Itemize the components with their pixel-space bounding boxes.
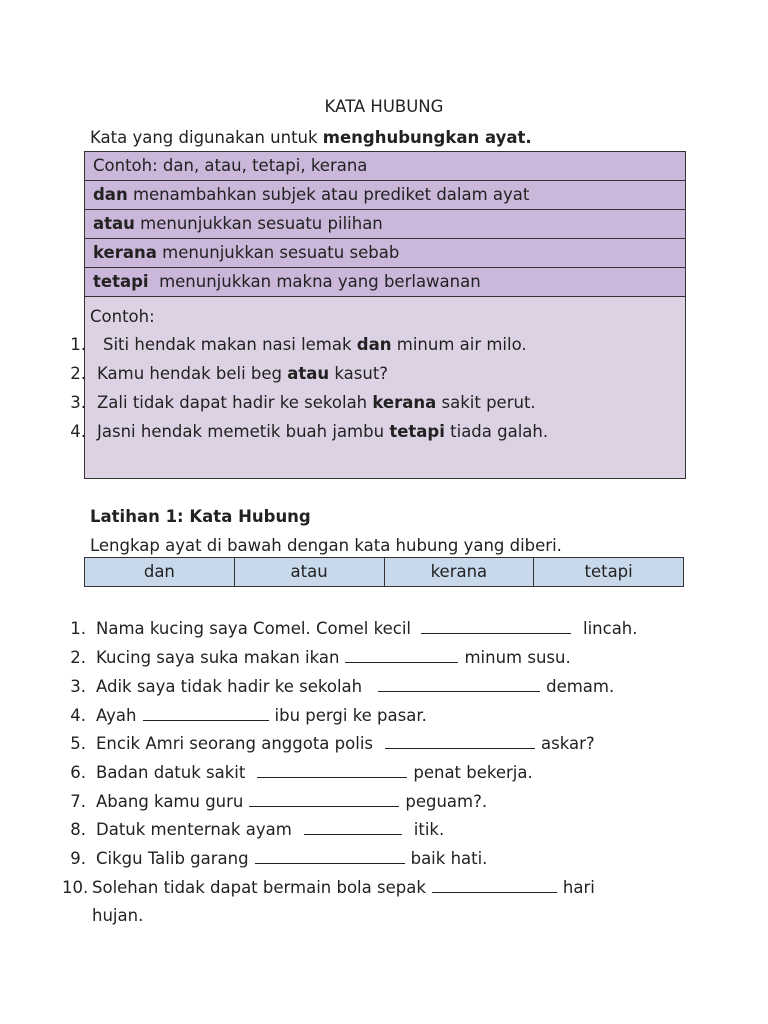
- answer-blank[interactable]: [432, 878, 557, 893]
- example-sentence: [97, 422, 548, 442]
- question-text: baik hati.: [410, 849, 488, 868]
- question-text: Datuk menternak ayam: [96, 820, 292, 839]
- definition-row: [85, 152, 685, 181]
- definition-row: [85, 210, 685, 239]
- definition-keyword: kerana: [93, 243, 157, 262]
- answer-blank[interactable]: [257, 763, 407, 778]
- word-choice: tetapi: [584, 562, 633, 581]
- question-number: 5.: [70, 734, 86, 753]
- definition-row: [85, 239, 685, 268]
- question-text: Cikgu Talib garang: [96, 849, 249, 868]
- word-choice: dan: [85, 558, 235, 586]
- example-text: Kamu hendak beli beg: [97, 364, 288, 383]
- intro-line: [90, 128, 532, 148]
- answer-blank[interactable]: [378, 677, 540, 692]
- definition-row: [85, 268, 685, 297]
- question-text: peguam?.: [405, 792, 488, 811]
- question-number: 7.: [70, 792, 86, 811]
- word-choices-table: [84, 557, 684, 587]
- examples-label: Contoh:: [90, 307, 155, 326]
- definition-keyword: dan: [93, 185, 128, 204]
- example-text: Siti hendak makan nasi lemak: [103, 335, 357, 354]
- definition-text: menambahkan subjek atau prediket dalam ayat: [132, 185, 530, 204]
- question-text: askar?: [541, 734, 595, 753]
- example-number: 2.: [70, 364, 86, 383]
- example-text: tiada galah.: [444, 422, 549, 441]
- word-choice: atau: [235, 558, 385, 586]
- example-number: 3.: [70, 393, 86, 412]
- example-number: 4.: [70, 422, 86, 441]
- question-number: 4.: [70, 706, 86, 725]
- example-sentence: [97, 364, 388, 384]
- answer-blank[interactable]: [249, 792, 399, 807]
- answer-blank[interactable]: [345, 648, 458, 663]
- question-text: Solehan tidak dapat bermain bola sepak: [92, 878, 426, 897]
- example-sentence: [103, 335, 527, 355]
- definition-keyword: tetapi: [93, 272, 149, 291]
- question-number: 2.: [70, 648, 86, 667]
- question-number: 8.: [70, 820, 86, 839]
- question-text: Badan datuk sakit: [96, 763, 246, 782]
- question-text: hari: [562, 878, 595, 897]
- question-sentence: [96, 763, 533, 783]
- question-number: 3.: [70, 677, 86, 696]
- page-title: KATA HUBUNG: [324, 97, 444, 116]
- question-text: itik.: [413, 820, 445, 839]
- question-sentence: [96, 734, 595, 754]
- answer-blank[interactable]: [385, 734, 535, 749]
- example-keyword: atau: [287, 364, 330, 383]
- example-keyword: kerana: [372, 393, 437, 412]
- question-text: demam.: [546, 677, 615, 696]
- examples-area: [85, 297, 685, 478]
- definition-text: menunjukkan sesuatu sebab: [162, 243, 400, 262]
- question-sentence: [96, 849, 487, 869]
- question-sentence: [96, 792, 487, 812]
- answer-blank[interactable]: [421, 619, 571, 634]
- definition-text: menunjukkan sesuatu pilihan: [140, 214, 383, 233]
- question-sentence: [96, 648, 571, 668]
- question-number: 9.: [70, 849, 86, 868]
- question-sentence: [96, 706, 427, 726]
- question-text: ibu pergi ke pasar.: [274, 706, 427, 725]
- answer-blank[interactable]: [304, 820, 402, 835]
- example-sentence: [97, 393, 536, 413]
- example-number: 1.: [70, 335, 86, 354]
- exercise-instruction: Lengkap ayat di bawah dengan kata hubung yang diberi.: [90, 536, 562, 555]
- question-number: 10.: [62, 878, 89, 897]
- example-text: Zali tidak dapat hadir ke sekolah: [97, 393, 373, 412]
- definition-text: Contoh: dan, atau, tetapi, kerana: [93, 156, 368, 175]
- example-keyword: dan: [356, 335, 392, 354]
- intro-text: Kata yang digunakan untuk: [90, 128, 323, 147]
- question-sentence: [96, 677, 614, 697]
- question-text: Adik saya tidak hadir ke sekolah: [96, 677, 363, 696]
- question-text: Encik Amri seorang anggota polis: [96, 734, 373, 753]
- answer-blank[interactable]: [255, 849, 405, 864]
- question-text: lincah.: [583, 619, 638, 638]
- definition-row: [85, 181, 685, 210]
- definition-keyword: atau: [93, 214, 135, 233]
- question-sentence: [96, 820, 444, 840]
- definition-text: menunjukkan makna yang berlawanan: [159, 272, 481, 291]
- question-text: Nama kucing saya Comel. Comel kecil: [96, 619, 411, 638]
- question-continuation: hujan.: [92, 906, 144, 925]
- exercise-heading: Latihan 1: Kata Hubung: [90, 507, 311, 526]
- question-number: 6.: [70, 763, 86, 782]
- question-text: Ayah: [96, 706, 137, 725]
- example-keyword: tetapi: [389, 422, 445, 441]
- question-text: minum susu.: [464, 648, 571, 667]
- example-text: Jasni hendak memetik buah jambu: [97, 422, 390, 441]
- answer-blank[interactable]: [143, 706, 269, 721]
- example-text: minum air milo.: [391, 335, 527, 354]
- example-text: kasut?: [329, 364, 389, 383]
- question-text: penat bekerja.: [413, 763, 533, 782]
- intro-bold: menghubungkan ayat.: [322, 128, 532, 147]
- question-number: 1.: [70, 619, 86, 638]
- example-text: sakit perut.: [436, 393, 536, 412]
- question-sentence: [96, 619, 638, 639]
- question-sentence: [92, 878, 595, 898]
- word-choice: kerana: [385, 558, 535, 586]
- question-text: Abang kamu guru: [96, 792, 244, 811]
- question-text: Kucing saya suka makan ikan: [96, 648, 340, 667]
